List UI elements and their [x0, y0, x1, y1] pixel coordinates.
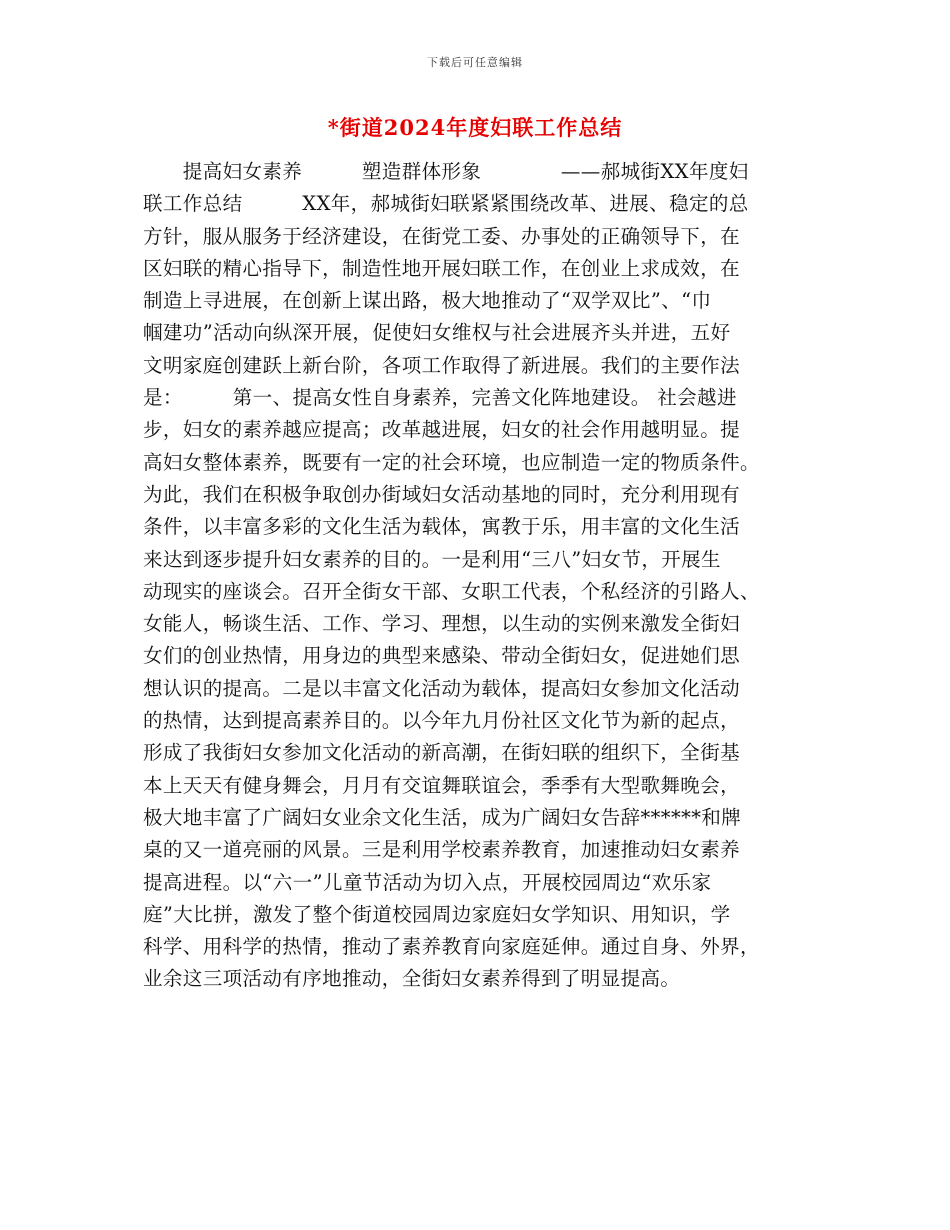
body-line: 为此，我们在积极争取创办街域妇女活动基地的同时，充分利用现有 — [143, 482, 741, 506]
body-line: 科学、用科学的热情，推动了素养教育向家庭延伸。通过自身、外界， — [143, 935, 760, 959]
body-line: 女能人，畅谈生活、工作、学习、理想，以生动的实例来激发全街妇 — [143, 612, 741, 636]
body-line: 高妇女整体素养，既要有一定的社会环境，也应制造一定的物质条件。 — [143, 450, 760, 474]
body-line: 本上天天有健身舞会，月月有交谊舞联谊会，季季有大型歌舞晚会， — [143, 773, 741, 797]
body-line: 联工作总结 XX年，郝城街妇联紧紧围绕改革、进展、稳定的总 — [143, 192, 749, 216]
body-line: 制造上寻进展，在创新上谋出路，极大地推动了“双学双比”、“巾 — [143, 289, 712, 313]
body-line: 提高妇女素养 塑造群体形象 ——郝城街XX年度妇 — [143, 160, 749, 183]
body-line: 桌的又一道亮丽的风景。三是利用学校素养教育，加速推动妇女素养 — [143, 838, 741, 862]
body-line: 庭”大比拼，激发了整个街道校园周边家庭妇女学知识、用知识，学 — [143, 902, 731, 926]
body-line: 极大地丰富了广阔妇女业余文化生活，成为广阔妇女告辞******和牌 — [143, 805, 742, 829]
body-line: 区妇联的精心指导下，制造性地开展妇联工作，在创业上求成效，在 — [143, 256, 741, 280]
body-line: 步，妇女的素养越应提高；改革越进展，妇女的社会作用越明显。提 — [143, 418, 741, 442]
body-line: 业余这三项活动有序地推动，全街妇女素养得到了明显提高。 — [143, 967, 681, 991]
body-line: 想认识的提高。二是以丰富文化活动为载体，提高妇女参加文化活动 — [143, 676, 741, 700]
body-text — [143, 156, 810, 996]
body-line: 动现实的座谈会。召开全街女干部、女职工代表，个私经济的引路人、 — [143, 579, 760, 603]
header-note: 下载后可任意编辑 — [427, 56, 523, 69]
body-line: 是： 第一、提高女性自身素养，完善文化阵地建设。 社会越进 — [143, 386, 737, 410]
body-line: 文明家庭创建跃上新台阶，各项工作取得了新进展。我们的主要作法 — [143, 353, 741, 377]
body-line: 条件，以丰富多彩的文化生活为载体，寓教于乐，用丰富的文化生活 — [143, 515, 741, 539]
body-line: 女们的创业热情，用身边的典型来感染、带动全街妇女，促进她们思 — [143, 644, 741, 668]
body-line: 形成了我街妇女参加文化活动的新高潮，在街妇联的组织下，全街基 — [143, 741, 741, 765]
document-title: *街道2024年度妇联工作总结 — [327, 115, 623, 140]
body-line: 帼建功”活动向纵深开展，促使妇女维权与社会进展齐头并进，五好 — [143, 321, 731, 345]
body-line: 的热情，达到提高素养目的。以今年九月份社区文化节为新的起点， — [143, 709, 741, 733]
body-line: 提高进程。以“六一”儿童节活动为切入点，开展校园周边“欢乐家 — [143, 870, 712, 894]
body-line: 来达到逐步提升妇女素养的目的。一是利用“三八”妇女节，开展生 — [143, 547, 721, 571]
body-line: 方针，服从服务于经济建设，在街党工委、办事处的正确领导下，在 — [143, 224, 741, 248]
